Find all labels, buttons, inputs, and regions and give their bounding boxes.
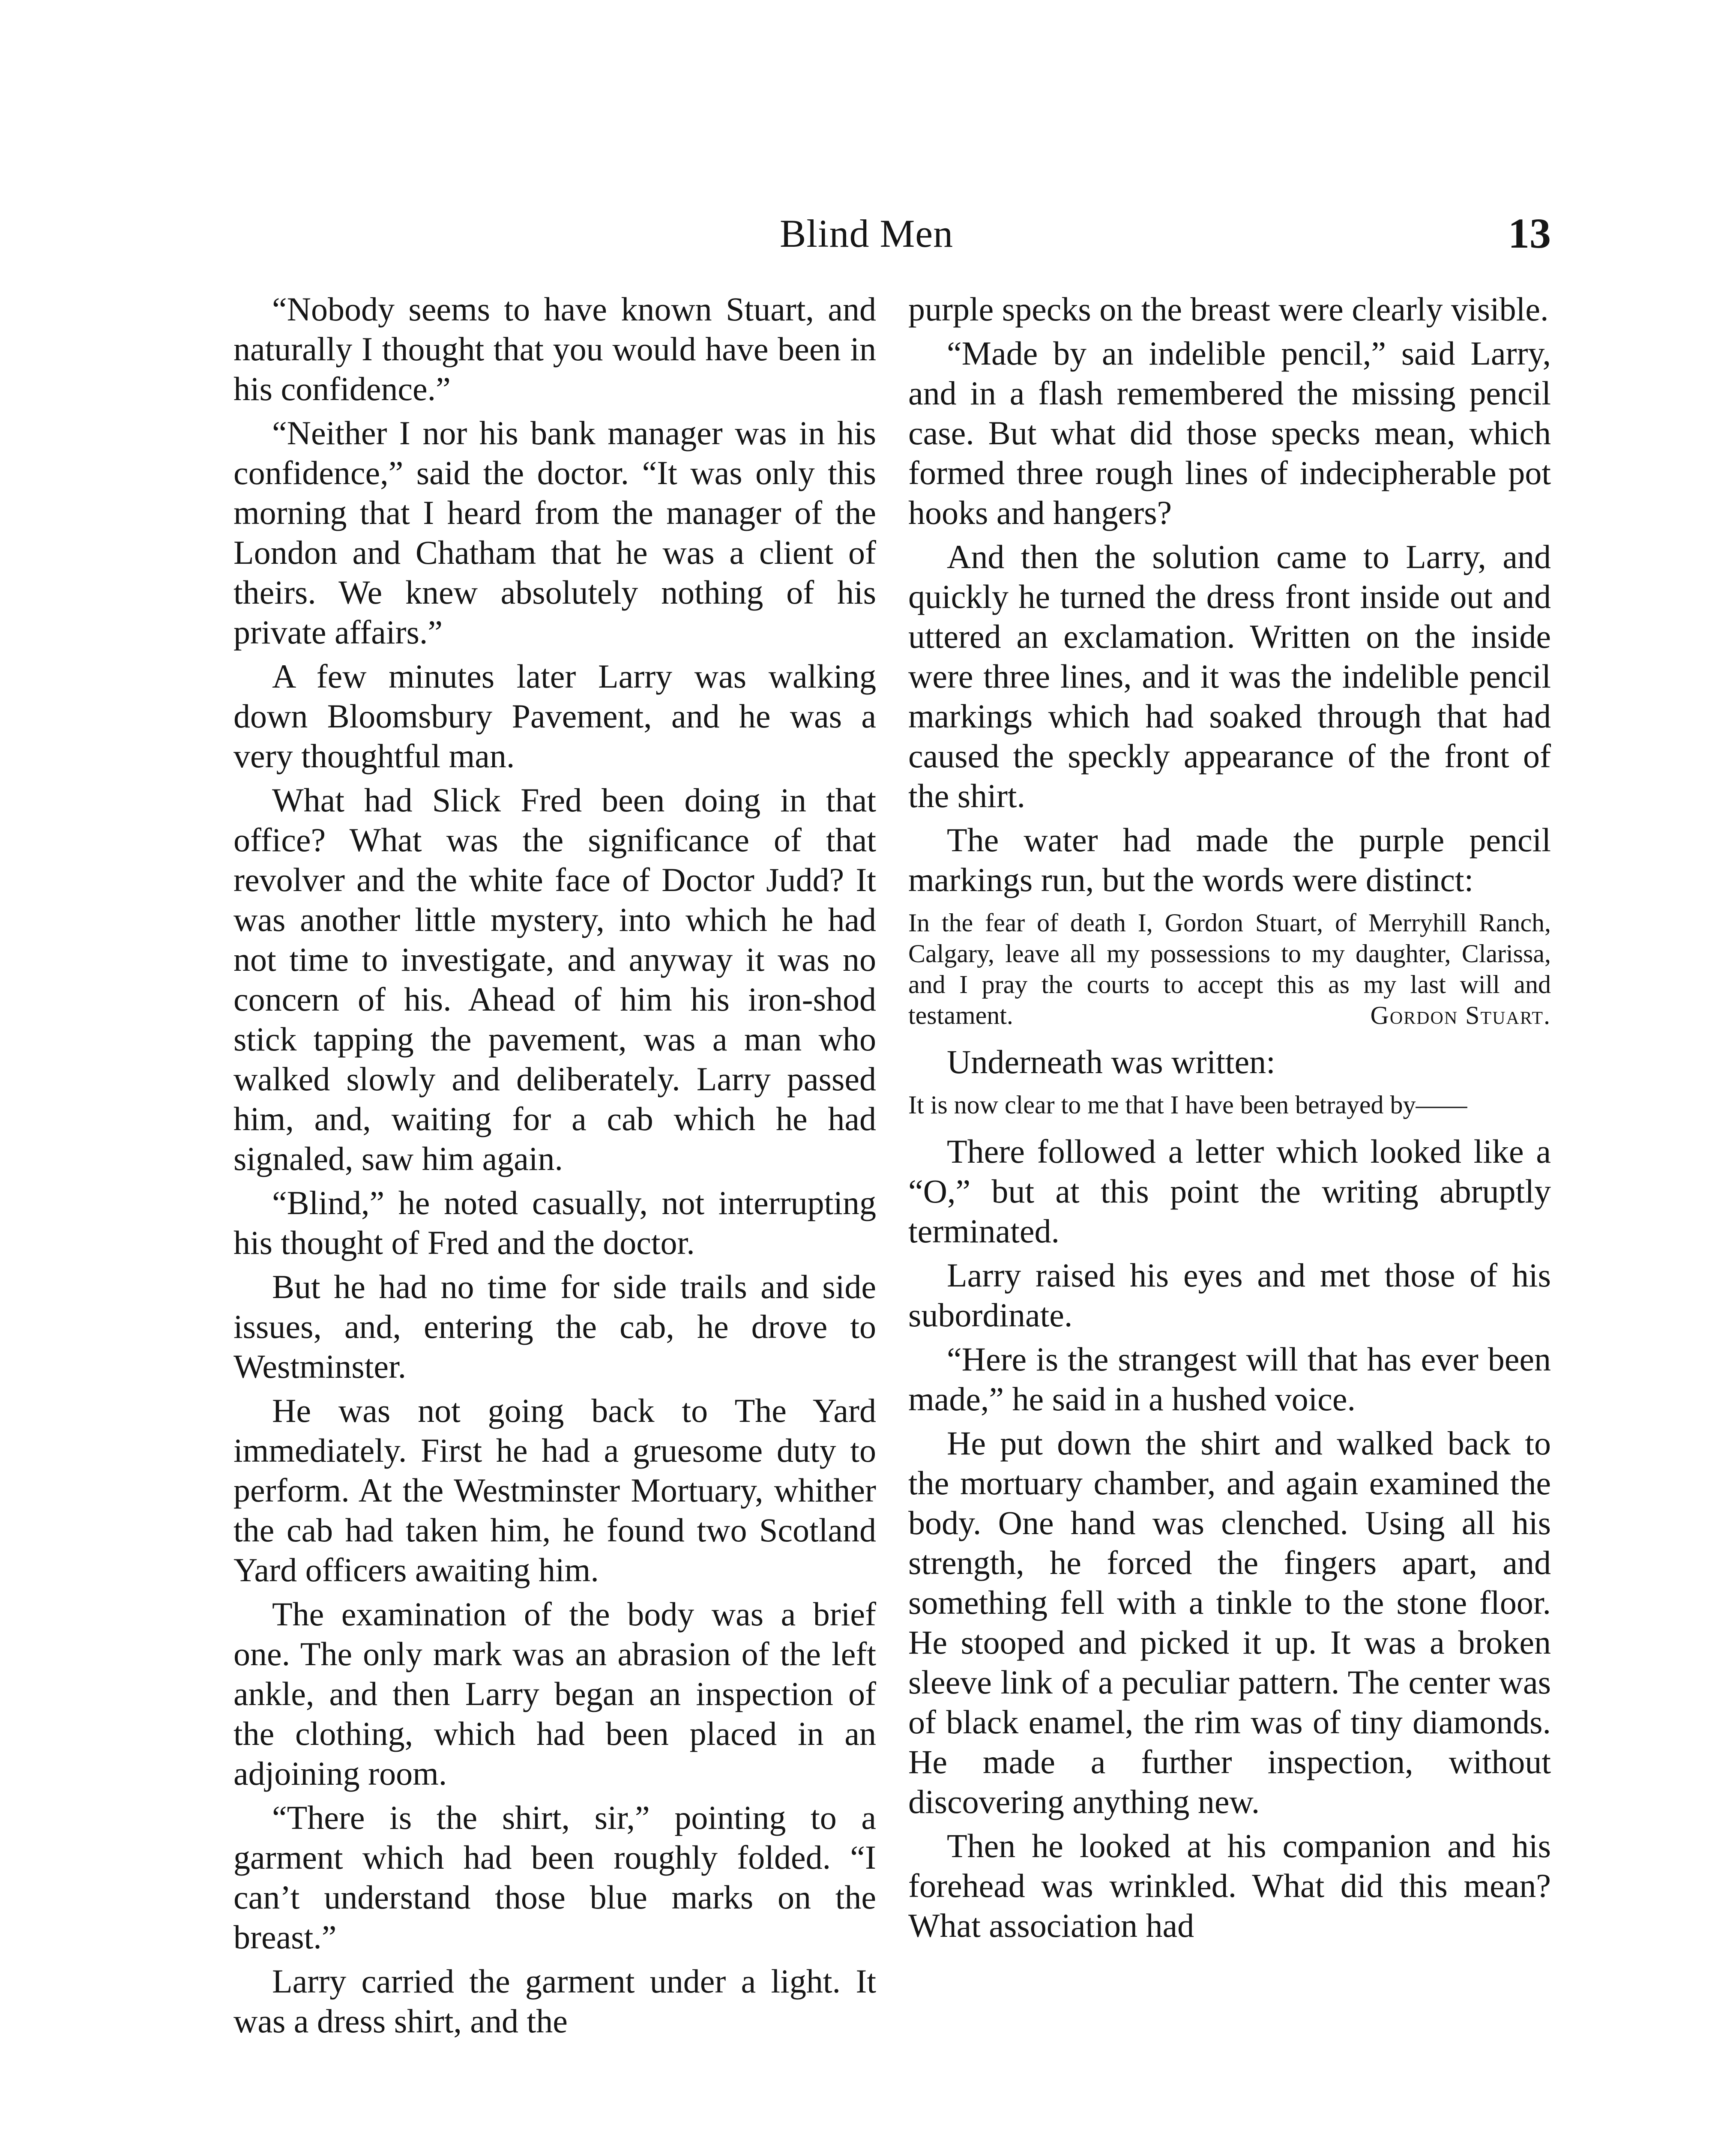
betrayed-quote xyxy=(908,1089,1551,1120)
paragraph: But he had no time for side trails and side issues, and, entering the cab, he drove to Westminster. xyxy=(233,1268,876,1385)
paragraph: What had Slick Fred been doing in that office? What was the significance of that revolver and the white face of Doctor Judd? It was another little mystery, into which he had not time to investigate, and anyway it was no concern of his. Ahead of him his iron-shod stick tapping the pavement, was a man who walked slowly and deliberately. Larry passed him, and, waiting for a cab which he had signaled, saw him again. xyxy=(233,781,876,1177)
paragraph: The examination of the body was a brief one. The only mark was an abrasion of the left ankle, and then Larry began an inspection of the clothing, which had been placed in an adjoining room. xyxy=(233,1595,876,1792)
will-quote xyxy=(908,907,1551,1031)
paragraph: “Made by an indelible pencil,” said Larry, and in a flash remembered the missing pencil case. But what did those specks mean, which formed three rough lines of indecipherable pot hooks and hangers? xyxy=(908,335,1551,531)
paragraph: “There is the shirt, sir,” pointing to a garment which had been roughly folded. “I can’t understand those blue marks on the breast.” xyxy=(233,1799,876,1956)
paragraph: “Here is the strangest will that has ever been made,” he said in a hushed voice. xyxy=(908,1340,1551,1418)
right-column xyxy=(908,289,1551,1950)
will-signature: Gordon Stuart. xyxy=(1370,1001,1551,1029)
paragraph: He was not going back to The Yard immediately. First he had a gruesome duty to perform. At the Westminster Mortuary, whither the cab had taken him, he found two Scotland Yard officers awaiting him. xyxy=(233,1392,876,1589)
page-header xyxy=(223,201,1551,266)
will-text: In the fear of death I, Gordon Stuart, of Merryhill Ranch, Calgary, leave all my possessions to my daughter, Clarissa, and I pray the courts to accept this as my last will and testament. xyxy=(908,909,1551,1029)
paragraph: A few minutes later Larry was walking down Bloomsbury Pavement, and he was a very thoughtful man. xyxy=(233,658,876,775)
paragraph: Larry carried the garment under a light. It was a dress shirt, and the xyxy=(233,1963,876,2040)
betrayed-text: It is now clear to me that I have been betrayed by—— xyxy=(908,1091,1467,1119)
paragraph: Then he looked at his companion and his forehead was wrinkled. What did this mean? What association had xyxy=(908,1827,1551,1944)
running-title: Blind Men xyxy=(780,212,954,255)
paragraph: The water had made the purple pencil markings run, but the words were distinct: xyxy=(908,821,1551,898)
continued-paragraph: purple specks on the breast were clearly visible. xyxy=(908,290,1549,328)
paragraph: And then the solution came to Larry, and quickly he turned the dress front inside out and uttered an exclamation. Written on the inside were three lines, and it was the indelible pencil markings which had soaked through that had caused the speckly appearance of the front of the shirt. xyxy=(908,538,1551,814)
paragraph: “Blind,” he noted casually, not interrupting his thought of Fred and the doctor. xyxy=(233,1184,876,1261)
paragraph: Underneath was written: xyxy=(947,1043,1275,1080)
page-number: 13 xyxy=(1508,209,1551,257)
paragraph: Larry raised his eyes and met those of his subordinate. xyxy=(908,1256,1551,1334)
paragraph: He put down the shirt and walked back to the mortuary chamber, and again examined the body. One hand was clenched. Using all his strength, he forced the fingers apart, and something fell with a tinkle to the stone floor. He stooped and picked it up. It was a broken sleeve link of a peculiar pattern. The center was of black enamel, the rim was of tiny diamonds. He made a further inspection, without discovering anything new. xyxy=(908,1424,1551,1820)
paragraph: There followed a letter which looked like a “O,” but at this point the writing abruptly terminated. xyxy=(908,1133,1551,1250)
paragraph: “Nobody seems to have known Stuart, and naturally I thought that you would have been in his confidence.” xyxy=(233,290,876,407)
paragraph: “Neither I nor his bank manager was in his confidence,” said the doctor. “It was only this morning that I heard from the manager of the London and Chatham that he was a client of theirs. We knew absolutely nothing of his private affairs.” xyxy=(233,414,876,651)
left-column xyxy=(233,289,876,2045)
